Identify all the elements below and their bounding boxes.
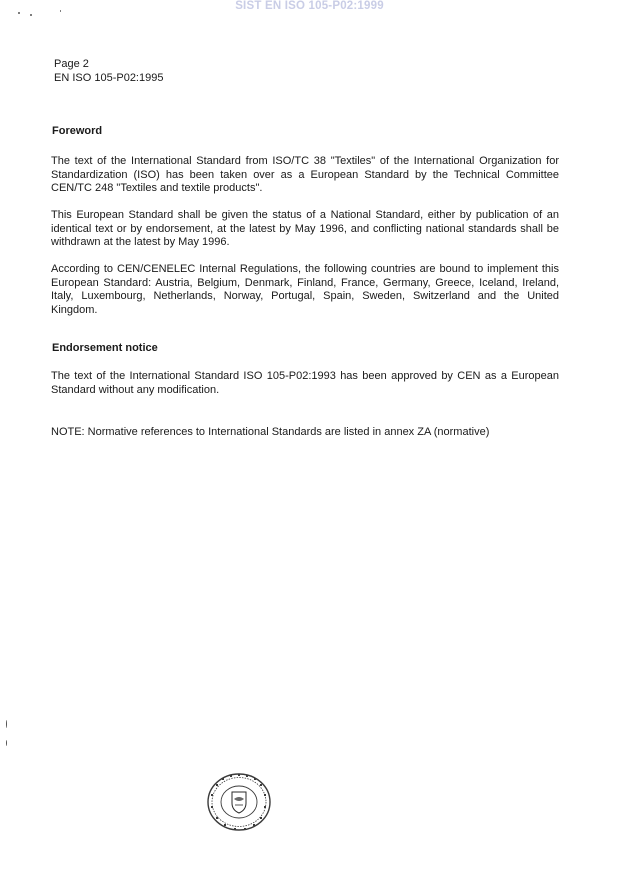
scan-speck [6,740,7,746]
endorsement-paragraph: The text of the International Standard ISO 105-P02:1993 has been approved by CEN as a European Standard without any modification. [51,370,559,396]
scan-speck [60,10,61,12]
scan-speck [18,12,20,14]
normative-note: NOTE: Normative references to International Standards are listed in annex ZA (normative) [51,426,490,438]
foreword-paragraph-2: This European Standard shall be given the status of a National Standard, either by publication of an identical text or by endorsement, at the latest by May 1996, and conflicting national standards shall be withdrawn at the latest by May 1996. [51,209,559,248]
foreword-paragraph-3: According to CEN/CENELEC Internal Regulations, the following countries are bound to implement this European Standard: Austria, Belgium, Denmark, Finland, France, Germany, Greece, Iceland, Ireland, Italy, Luxembourg, Netherlands, Norway, Portugal, Spain, Sweden, Switzerland and the United Kingdom. [51,263,559,316]
endorsement-heading: Endorsement notice [52,342,158,354]
page-number: Page 2 [54,58,89,70]
scan-speck [30,14,32,16]
page-header [54,57,163,85]
scan-speck [6,720,7,728]
document-id: EN ISO 105-P02:1995 [54,72,164,84]
official-stamp-seal [206,772,272,832]
foreword-paragraph-1: The text of the International Standard from ISO/TC 38 "Textiles" of the International Organization for Standardization (ISO) has been taken over as a European Standard by the Technical Committee CEN/TC 248 "Textiles and textile products". [51,155,559,194]
foreword-heading: Foreword [52,125,103,137]
watermark: SIST EN ISO 105-P02:1999 [235,0,384,12]
